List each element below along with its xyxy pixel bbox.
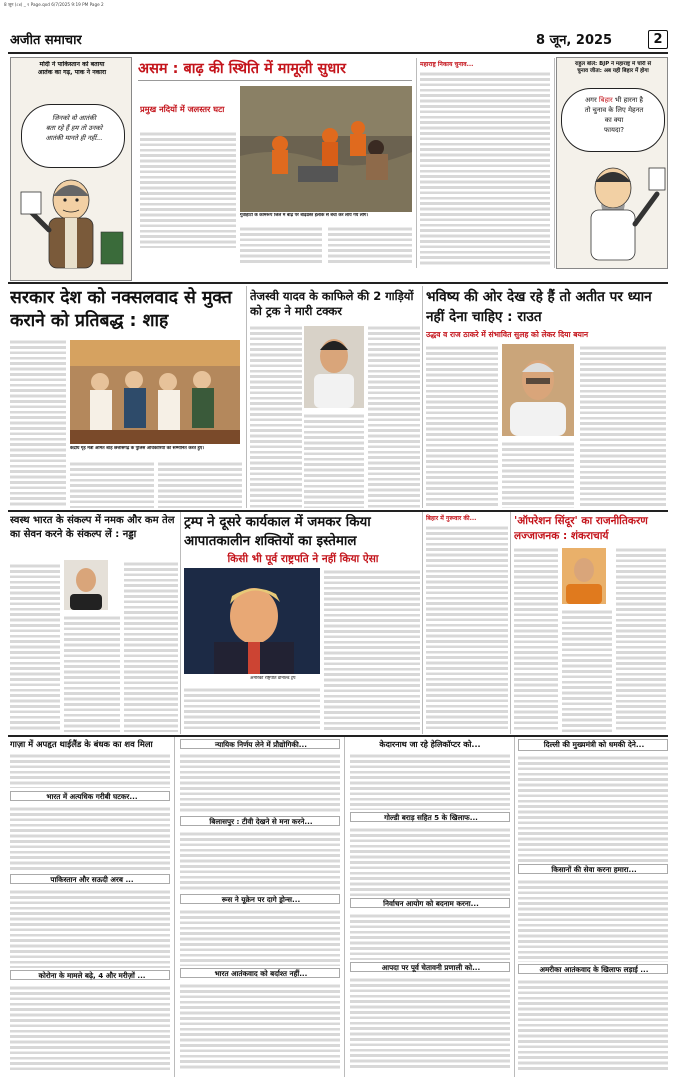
- assam-photo-caption: गुवाहाटी के कामरूप जिले में बाढ़ पर बाढ़ग्रस्त इलाके से बचा कर लाये गये लोग।: [240, 213, 369, 218]
- trump-headline: ट्रम्प ने दूसरे कार्यकाल में जमकर किया आपातकालीन शक्तियों का इस्तेमाल: [184, 515, 371, 549]
- speech-bubble-right-text: अगर बिहार भी हारना है तो चुनाव के लिए मेहनत का क्या फायदा?: [584, 96, 644, 134]
- kedarnath-body: [350, 752, 510, 810]
- rule-row1: [8, 282, 668, 284]
- nadda-headline: स्वस्थ भारत के संकल्प में नमक और कम तेल का सेवन करने के संकल्प लें : नड्डा: [10, 515, 175, 540]
- trump-subhead: किसी भी पूर्व राष्ट्रपति ने नहीं किया ऐसा: [227, 553, 379, 565]
- rule-row3: [8, 735, 668, 737]
- cm-threat-headline: दिल्ली की मुख्यमंत्री को धमकी देने...: [543, 740, 645, 749]
- nadda-body3: [124, 560, 178, 732]
- terror-body: [180, 982, 340, 1070]
- golden-headline: गोल्डी बराड़ सहित 5 के खिलाफ...: [384, 813, 478, 822]
- registration-mark-bottom: [240, 1078, 440, 1084]
- cartoon-right-title: राहुल बोले: BJP ने महाराष्ट्र में चोरी से चुनाव जीता: अब यही बिहार में होगा: [574, 61, 652, 74]
- farmers-body: [518, 878, 668, 962]
- masthead-rule: [8, 52, 668, 54]
- raut-photo: [502, 344, 574, 436]
- corona-headline: कोरोना के मामले बढ़े, 4 और मरीज़ों ...: [38, 971, 146, 980]
- naxal-photo: [70, 340, 240, 444]
- issue-date: 8 जून, 2025: [536, 33, 613, 48]
- tejashwi-headline: तेजस्वी यादव के काफिले की 2 गाड़ियों को ट्रक ने मारी टक्कर: [250, 289, 414, 318]
- naxal-body: [10, 338, 66, 508]
- maharashtra-body: [420, 70, 550, 266]
- election-headline: निर्वाचन आयोग को बदनाम करना...: [383, 899, 479, 908]
- cartoon-left-illustration: [11, 170, 133, 280]
- assam-body-col1: [140, 130, 236, 248]
- gaza-headline: गाज़ा में अपहृत थाईलैंड के बंधक का शव मिला: [10, 739, 153, 749]
- speech-bubble-text: जिनको वो आतंकी बता रहे हैं हम तो उनको आतंकी मानते ही नहीं...: [45, 114, 103, 142]
- kedarnath-headline: केदारनाथ जा रहे हेलिकॉप्टर को...: [379, 740, 481, 749]
- cartoon-right: [556, 57, 668, 269]
- rule-v5: [180, 512, 181, 734]
- rule-v9: [344, 737, 345, 1077]
- shankaracharya-body1: [514, 546, 558, 732]
- pakistan-body: [10, 888, 170, 968]
- poverty-headline: भारत में अत्यधिक गरीबी घटकर...: [46, 792, 138, 801]
- assam-headline: असम : बाढ़ की स्थिति में मामूली सुधार: [138, 61, 346, 77]
- election-body: [350, 912, 510, 960]
- shankaracharya-photo: [562, 548, 606, 604]
- rule-v4: [422, 286, 423, 508]
- page-number: 2: [648, 30, 668, 49]
- usa-terror-headline: अमरीका आतंकवाद के खिलाफ लड़ाई ...: [539, 965, 649, 974]
- naxal-photo-caption: केंद्रीय गृह मंत्री अमित शाह छत्तीसगढ़ के पुलिस अधिकारियों को सम्मानित करते हुए।: [70, 446, 204, 451]
- cartoon-right-illustration: [557, 154, 669, 268]
- naxal-body3: [158, 460, 242, 508]
- speech-bubble-right: [561, 88, 665, 152]
- judge-body: [180, 752, 340, 814]
- speech-bubble: [21, 104, 125, 168]
- judge-headline: न्यायिक निर्णय लेने में प्रौद्योगिकी...: [215, 740, 307, 749]
- shankaracharya-body3: [616, 546, 666, 732]
- rule-row2: [8, 510, 668, 512]
- usa-terror-body: [518, 978, 668, 1070]
- russia-body: [180, 908, 340, 966]
- rule-v7: [510, 512, 511, 734]
- assam-body-col2: [240, 225, 322, 265]
- rule-v2: [554, 58, 555, 268]
- raut-body3: [580, 344, 666, 508]
- nadda-body1: [10, 562, 60, 732]
- rule-v6: [422, 512, 423, 734]
- farmers-headline: किसानों की सेवा करना हमारा...: [551, 865, 637, 874]
- gaza-body: [10, 752, 170, 788]
- raut-subhead: उद्धव व राज ठाकरे में संभावित सुलह को लेकर दिया बयान: [426, 330, 589, 339]
- cartoon-left: [10, 57, 132, 281]
- maharashtra-kicker: महाराष्ट्र निकाय चुनाव...: [420, 61, 474, 68]
- tejashwi-body3: [368, 324, 420, 508]
- bihar-body: [426, 524, 508, 732]
- tejashwi-body1: [250, 324, 302, 508]
- paper-name: अजीत समाचार: [10, 33, 82, 48]
- disaster-body: [350, 976, 510, 1070]
- rule-v1: [416, 58, 417, 268]
- rule-v3: [246, 286, 247, 508]
- pakistan-headline: पाकिस्तान और सऊदी अरब ...: [50, 875, 134, 884]
- trump-body1: [324, 568, 420, 732]
- terror-headline: भारत आतंकवाद को बर्दाश्त नहीं...: [214, 969, 308, 978]
- trump-body2: [184, 686, 320, 732]
- rule-assam: [138, 80, 412, 81]
- print-slug: 8 जून (८४) _ १ Page.qxd 6/7/2025 9:19 PM Page 2: [4, 2, 104, 7]
- assam-photo: [240, 86, 412, 212]
- golden-body: [350, 826, 510, 896]
- rule-v10: [514, 737, 515, 1077]
- shankaracharya-body2: [562, 608, 612, 732]
- masthead: [8, 30, 668, 52]
- tejashwi-photo: [304, 326, 364, 408]
- assam-body-col3: [328, 225, 412, 265]
- corona-body: [10, 984, 170, 1070]
- russia-headline: रूस ने यूक्रेन पर दागे ड्रोन्स...: [221, 895, 301, 904]
- raut-body1: [426, 344, 498, 508]
- naxal-body2: [70, 460, 154, 508]
- bihar-kicker: बिहार में गुरूवार की...: [426, 515, 477, 522]
- assam-subhead: प्रमुख नदियों में जलस्तर घटा: [140, 104, 225, 114]
- rule-v8: [174, 737, 175, 1077]
- bilaspur-body: [180, 830, 340, 892]
- naxal-headline: सरकार देश को नक्सलवाद से मुक्त कराने को प्रतिबद्ध : शाह: [10, 288, 232, 331]
- cm-threat-body: [518, 754, 668, 862]
- bubble-red-word: बिहार: [598, 96, 613, 104]
- cartoon-left-title: मोदी ने पाकिस्तान को बताया आतंक का गढ़, पाक ने नकारा: [37, 61, 107, 76]
- trump-photo-caption: अमेरिकी राष्ट्रपति डोनाल्ड ट्रंप: [250, 676, 296, 681]
- nadda-photo: [64, 560, 108, 610]
- nadda-body2: [64, 614, 120, 732]
- shankaracharya-headline: 'ऑपरेशन सिंदूर' का राजनीतिकरण लज्जाजनक : शंकराचार्य: [514, 515, 648, 542]
- raut-body2: [502, 440, 574, 508]
- trump-photo: [184, 568, 320, 674]
- raut-headline: भविष्य की ओर देख रहे हैं तो अतीत पर ध्यान नहीं देना चाहिए : राउत: [426, 289, 652, 325]
- poverty-body: [10, 805, 170, 871]
- tejashwi-body2: [304, 412, 364, 508]
- disaster-headline: आपदा पर पूर्व चेतावनी प्रणाली को...: [381, 963, 481, 972]
- bilaspur-headline: बिलासपुर : टीवी देखने से मना करने...: [209, 817, 313, 826]
